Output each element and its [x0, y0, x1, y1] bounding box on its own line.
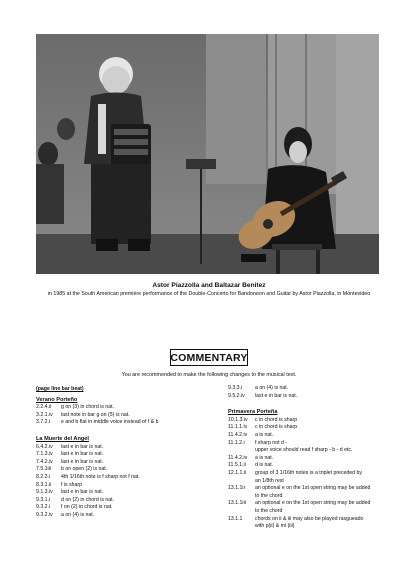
item-text: last e in bar is nat.: [61, 451, 104, 458]
item-text: 4th 1/16th note is f sharp not f nat.: [61, 473, 140, 480]
list-item: [228, 424, 398, 432]
item-ref: 9.1.3.iv: [36, 489, 53, 496]
item-text: c in chord is sharp: [255, 424, 298, 431]
item-ref: 6.4.2.iv: [36, 443, 53, 450]
item-ref: 11.1.1.iv: [228, 424, 248, 431]
item-text: d on (2) in chord is nat.: [61, 496, 115, 503]
list-item: [228, 440, 398, 448]
item-continuation: an 1/8th rest: [255, 477, 284, 484]
item-ref: 9.3.3.i: [228, 385, 243, 391]
section-title-verano: Verano Porteño: [36, 396, 78, 403]
item-text: an optional e on the 1st open string may be added: [255, 485, 371, 492]
commentary-heading: COMMENTARY: [170, 349, 248, 366]
list-item: [228, 385, 398, 393]
item-text: a is nat.: [255, 431, 274, 438]
item-ref: 3.7.2.i: [36, 419, 51, 426]
item-ref: 7.5.1iii: [36, 466, 51, 473]
list-item: [228, 432, 398, 440]
list-item: [36, 489, 216, 497]
list-item: [36, 412, 216, 420]
item-text: last e in bar is nat.: [61, 458, 104, 465]
list-item: [228, 500, 398, 508]
photo-caption-subtitle: in 1985 at the South American première performance of the Double-Concerto for Bandoneon and Guitar by Astor Piazzolla, in Montevideo: [47, 291, 371, 297]
list-item: [36, 404, 216, 412]
item-continuation: to the chord: [255, 507, 283, 514]
item-ref: 3.2.1.iv: [36, 411, 53, 418]
reference-legend: (page line bar beat): [36, 386, 84, 392]
list-item: [36, 466, 216, 474]
list-item: [36, 474, 216, 482]
item-ref: 7.1.3.iv: [36, 451, 53, 458]
item-ref: 11.4.2.iv: [228, 454, 248, 461]
item-ref: 7.4.2.iv: [36, 458, 53, 465]
list-item: [36, 482, 216, 490]
item-ref: 9.5.2.iv: [228, 392, 245, 399]
list-item: [228, 393, 398, 401]
item-continuation: upper voice should read f sharp - b - d etc.: [255, 447, 353, 454]
section-title-primavera: Primavera Porteña: [228, 409, 278, 416]
performers-photo: [36, 34, 379, 274]
item-ref: 13.1.1: [228, 515, 243, 522]
item-text: b on open (2) is nat.: [61, 466, 108, 473]
item-text: chords on ii & iii may also be played rasgueado: [255, 515, 364, 522]
item-text: f sharp not d -: [255, 439, 288, 446]
photo-caption-title: Astor Piazzolla and Baltazar Benitez: [152, 282, 266, 289]
list-item: [228, 417, 398, 425]
item-text: a is nat.: [255, 454, 274, 461]
item-ref: 8.3.1.ii: [36, 481, 52, 488]
item-ref: 11.5.1.ii: [228, 462, 246, 469]
item-text: a on (4) is nat.: [255, 385, 289, 391]
list-item: [36, 504, 216, 512]
item-ref: 8.2.3.i: [36, 473, 51, 480]
list-item: [228, 462, 398, 470]
list-item: [36, 451, 216, 459]
right-column: [228, 385, 398, 531]
item-text: c in chord is sharp: [255, 416, 298, 423]
item-ref: 2.2.4.ii: [36, 404, 52, 411]
list-item: [36, 459, 216, 467]
item-ref: 11.4.2.iv: [228, 431, 248, 438]
item-text: last e in bar is nat.: [61, 489, 104, 496]
item-text: last e in bar is nat.: [255, 392, 298, 399]
list-item: [36, 512, 216, 520]
list-item: [228, 455, 398, 463]
left-column: [36, 386, 216, 520]
item-text: d is nat.: [255, 462, 274, 469]
item-ref: 9.3.1.i: [36, 496, 51, 503]
item-text: e and b flat in middle voice instead of f & b: [61, 419, 159, 426]
item-text: f on (2) in chord is nat.: [61, 504, 113, 511]
item-text: last note in bar g on (5) is nat.: [61, 411, 130, 418]
item-ref: 12.1.1.ii: [228, 469, 247, 476]
list-item: [36, 444, 216, 452]
item-text: a on (4) is nat.: [61, 511, 95, 518]
list-item: [36, 497, 216, 505]
item-text: group of 3 1/16th notes is a triplet preceded by: [255, 469, 362, 476]
item-ref: 13.1.1iii: [228, 500, 246, 507]
list-item: [228, 470, 398, 478]
list-item: [228, 516, 398, 524]
item-text: g on (3) in chord is nat.: [61, 404, 115, 411]
commentary-intro: You are recommended to make the following changes to the musical text.: [121, 372, 297, 378]
item-text: f is sharp: [61, 481, 83, 488]
item-ref: 10.1.3.iv: [228, 416, 248, 423]
item-text: last e in bar is nat.: [61, 443, 104, 450]
item-continuation: with p(ii) & mi (iii): [255, 523, 295, 530]
item-ref: 13.1.1ii: [228, 485, 245, 492]
item-continuation: to the chord: [255, 492, 283, 499]
item-ref: 9.3.2.iv: [36, 511, 53, 518]
item-ref: 11.1.2.i: [228, 439, 245, 446]
item-ref: 9.3.2.i: [36, 504, 51, 511]
list-item: [228, 485, 398, 493]
list-item: [36, 419, 216, 427]
section-title-muerte: La Muerte del Angel: [36, 435, 89, 442]
item-text: an optional e on the 1st open string may be added: [255, 500, 371, 507]
